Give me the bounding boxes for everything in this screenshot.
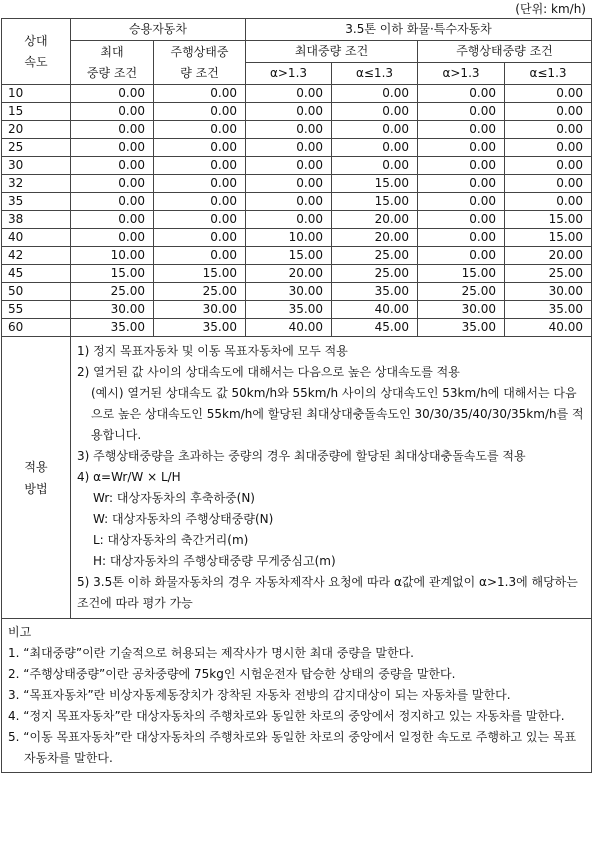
speed-value-cell: 0.00 [154, 139, 246, 157]
speed-value-cell: 45.00 [332, 319, 418, 337]
speed-value-cell: 40.00 [505, 319, 592, 337]
alpha-le-header: α≤1.3 [332, 63, 418, 85]
speed-value-cell: 35.00 [505, 301, 592, 319]
speed-value-cell: 40.00 [332, 301, 418, 319]
speed-value-cell: 0.00 [505, 193, 592, 211]
collision-speed-table [1, 18, 592, 773]
speed-value-cell: 0.00 [154, 121, 246, 139]
table-row [2, 301, 592, 319]
speed-value-cell: 0.00 [332, 103, 418, 121]
table-row [2, 247, 592, 265]
speed-value-cell: 20.00 [332, 211, 418, 229]
speed-value-cell: 0.00 [505, 157, 592, 175]
speed-value-cell: 15.00 [332, 175, 418, 193]
speed-value-cell: 0.00 [246, 121, 332, 139]
relative-speed-header: 상대 속도 [2, 19, 71, 85]
speed-value-cell: 30.00 [246, 283, 332, 301]
speed-value-cell: 35.00 [246, 301, 332, 319]
relative-speed-cell: 20 [2, 121, 71, 139]
speed-value-cell: 0.00 [71, 175, 154, 193]
method-label: 적용 방법 [2, 337, 71, 619]
speed-value-cell: 25.00 [71, 283, 154, 301]
speed-value-cell: 0.00 [246, 211, 332, 229]
table-row [2, 157, 592, 175]
speed-value-cell: 15.00 [332, 193, 418, 211]
speed-value-cell: 0.00 [246, 157, 332, 175]
speed-value-cell: 15.00 [505, 211, 592, 229]
speed-value-cell: 0.00 [154, 193, 246, 211]
relative-speed-cell: 32 [2, 175, 71, 193]
note-item: 2. “주행상태중량”이란 공차중량에 75kg인 시험운전자 탑승한 상태의 중량을 말한다. [8, 667, 456, 681]
table-row [2, 193, 592, 211]
table-row [2, 175, 592, 193]
speed-value-cell: 0.00 [418, 175, 505, 193]
speed-value-cell: 30.00 [154, 301, 246, 319]
note-item: 1. “최대중량”이란 기술적으로 허용되는 제작사가 명시한 최대 중량을 말한다. [8, 646, 414, 660]
notes-section [2, 619, 592, 773]
speed-value-cell: 0.00 [418, 121, 505, 139]
speed-value-cell: 0.00 [71, 103, 154, 121]
speed-value-cell: 0.00 [418, 211, 505, 229]
speed-value-cell: 0.00 [246, 103, 332, 121]
speed-value-cell: 0.00 [332, 85, 418, 103]
relative-speed-cell: 42 [2, 247, 71, 265]
speed-value-cell: 0.00 [154, 229, 246, 247]
speed-value-cell: 0.00 [246, 193, 332, 211]
speed-value-cell: 15.00 [71, 265, 154, 283]
speed-value-cell: 0.00 [332, 121, 418, 139]
speed-value-cell: 40.00 [246, 319, 332, 337]
alpha-gt-header: α>1.3 [418, 63, 505, 85]
speed-value-cell: 15.00 [505, 229, 592, 247]
speed-value-cell: 0.00 [71, 193, 154, 211]
relative-speed-cell: 30 [2, 157, 71, 175]
speed-value-cell: 35.00 [154, 319, 246, 337]
relative-speed-cell: 55 [2, 301, 71, 319]
method-text: 1) 정지 목표자동차 및 이동 목표자동차에 모두 적용 2) 열거된 값 사이의 상대속도에 대해서는 다음으로 높은 상대속도를 적용 (예시) 열거된 상대속도 값 50km/h와 55km/h 사이의 상대속도인 53km/h에 대해서는 다음으로 높은 상대속도인 55km/h에 할당된 최대상대충돌속도인 30/30/35/40/30/35km/h를 적용합니다. 3) 주행상태중량을 초과하는 중량의 경우 최대중량에 할당된 최대상대충돌속도를 적용 4) α=Wr/W × L/H Wr: 대상자동차의 후축하중(N) W: 대상자동차의 주행상태중량(N) L: 대상자동차의 축간거리(m) H: 대상자동차의 주행상태중량 무게중심고(m) 5) 3.5톤 이하 화물자동차의 경우 자동차제작사 요청에 따라 α값에 관계없이 α>1.3에 해당하는 조건에 따라 평가 가능 [71, 337, 592, 619]
speed-value-cell: 20.00 [246, 265, 332, 283]
speed-value-cell: 0.00 [418, 193, 505, 211]
relative-speed-cell: 35 [2, 193, 71, 211]
table-row [2, 121, 592, 139]
speed-value-cell: 0.00 [71, 139, 154, 157]
speed-value-cell: 0.00 [71, 121, 154, 139]
speed-value-cell: 30.00 [418, 301, 505, 319]
speed-value-cell: 0.00 [505, 103, 592, 121]
speed-value-cell: 25.00 [154, 283, 246, 301]
speed-value-cell: 0.00 [71, 229, 154, 247]
alpha-gt-header: α>1.3 [246, 63, 332, 85]
speed-value-cell: 0.00 [418, 85, 505, 103]
table-row [2, 265, 592, 283]
speed-value-cell: 0.00 [154, 211, 246, 229]
speed-value-cell: 30.00 [505, 283, 592, 301]
notes-title: 비고 [8, 625, 32, 639]
speed-value-cell: 0.00 [154, 103, 246, 121]
relative-speed-cell: 10 [2, 85, 71, 103]
passenger-driving-weight-header: 주행상태중 량 조건 [154, 41, 246, 85]
relative-speed-cell: 15 [2, 103, 71, 121]
speed-value-cell: 0.00 [71, 157, 154, 175]
speed-value-cell: 0.00 [71, 211, 154, 229]
speed-value-cell: 15.00 [418, 265, 505, 283]
note-item: 5. “이동 목표자동차”란 대상자동차의 주행차로와 동일한 차로의 중앙에서 일정한 속도로 주행하고 있는 목표자동차를 말한다. [8, 730, 577, 765]
unit-label: (단위: km/h) [515, 2, 586, 16]
speed-value-cell: 35.00 [71, 319, 154, 337]
speed-value-cell: 0.00 [154, 157, 246, 175]
speed-value-cell: 0.00 [505, 85, 592, 103]
table-row [2, 211, 592, 229]
speed-value-cell: 0.00 [418, 139, 505, 157]
speed-value-cell: 0.00 [332, 157, 418, 175]
speed-value-cell: 0.00 [418, 247, 505, 265]
speed-value-cell: 25.00 [332, 265, 418, 283]
speed-value-cell: 25.00 [418, 283, 505, 301]
speed-value-cell: 20.00 [505, 247, 592, 265]
speed-value-cell: 0.00 [154, 247, 246, 265]
speed-value-cell: 0.00 [505, 121, 592, 139]
note-item: 4. “정지 목표자동차”란 대상자동차의 주행차로와 동일한 차로의 중앙에서 정지하고 있는 자동차를 말한다. [8, 709, 565, 723]
speed-value-cell: 10.00 [246, 229, 332, 247]
speed-value-cell: 0.00 [505, 139, 592, 157]
passenger-car-header: 승용자동차 [71, 19, 246, 41]
relative-speed-cell: 50 [2, 283, 71, 301]
speed-value-cell: 0.00 [246, 139, 332, 157]
truck-max-weight-header: 최대중량 조건 [246, 41, 418, 63]
speed-value-cell: 25.00 [505, 265, 592, 283]
speed-value-cell: 0.00 [246, 85, 332, 103]
relative-speed-cell: 25 [2, 139, 71, 157]
speed-value-cell: 0.00 [418, 229, 505, 247]
truck-driving-weight-header: 주행상태중량 조건 [418, 41, 592, 63]
speed-value-cell: 15.00 [154, 265, 246, 283]
relative-speed-cell: 38 [2, 211, 71, 229]
speed-value-cell: 0.00 [418, 103, 505, 121]
table-row [2, 139, 592, 157]
relative-speed-cell: 45 [2, 265, 71, 283]
speed-value-cell: 15.00 [246, 247, 332, 265]
speed-value-cell: 0.00 [505, 175, 592, 193]
relative-speed-cell: 40 [2, 229, 71, 247]
speed-value-cell: 10.00 [71, 247, 154, 265]
speed-value-cell: 35.00 [418, 319, 505, 337]
table-row [2, 85, 592, 103]
table-row [2, 283, 592, 301]
speed-value-cell: 0.00 [154, 175, 246, 193]
passenger-max-weight-header: 최대 중량 조건 [71, 41, 154, 85]
alpha-le-header: α≤1.3 [505, 63, 592, 85]
note-item: 3. “목표자동차”란 비상자동제동장치가 장착된 자동차 전방의 감지대상이 되는 자동차를 말한다. [8, 688, 511, 702]
table-row [2, 229, 592, 247]
speed-value-cell: 0.00 [246, 175, 332, 193]
speed-value-cell: 0.00 [418, 157, 505, 175]
table-row [2, 103, 592, 121]
table-row [2, 319, 592, 337]
relative-speed-cell: 60 [2, 319, 71, 337]
speed-value-cell: 20.00 [332, 229, 418, 247]
speed-value-cell: 35.00 [332, 283, 418, 301]
speed-value-cell: 0.00 [154, 85, 246, 103]
truck-header: 3.5톤 이하 화물·특수자동차 [246, 19, 592, 41]
speed-value-cell: 0.00 [332, 139, 418, 157]
speed-value-cell: 30.00 [71, 301, 154, 319]
speed-value-cell: 0.00 [71, 85, 154, 103]
speed-value-cell: 25.00 [332, 247, 418, 265]
